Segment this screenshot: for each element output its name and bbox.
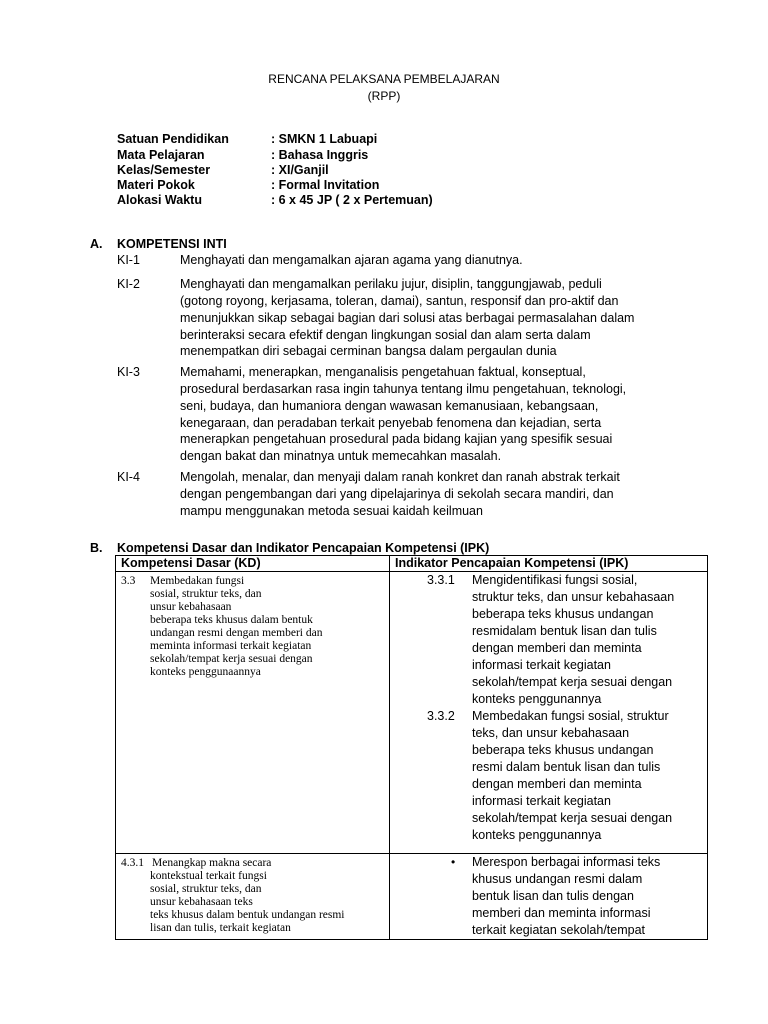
identity-label: Kelas/Semester: [117, 163, 211, 177]
ipk-text: beberapa teks khusus undangan: [472, 743, 654, 757]
ipk-text: memberi dan meminta informasi: [472, 906, 651, 920]
ki-2-text: menempatkan diri sebagai cerminan bangsa dalam pergaulan dunia: [180, 344, 557, 358]
document-subtitle: (RPP): [367, 89, 401, 103]
kd-text: undangan resmi dengan memberi dan: [150, 627, 323, 639]
kd-text: Menangkap makna secara: [152, 857, 272, 869]
kd-text: meminta informasi terkait kegiatan: [150, 640, 312, 652]
ki-3-text: menerapkan pengetahuan prosedural pada bidang kajian yang spesifik sesuai: [180, 432, 613, 446]
identity-value: : Formal Invitation: [271, 178, 380, 192]
ki-3-text: prosedural berdasarkan rasa ingin tahunya tentang ilmu pengetahuan, teknologi,: [180, 382, 627, 396]
kd-text: Membedakan fungsi: [150, 575, 245, 587]
ipk-text: Merespon berbagai informasi teks: [472, 855, 661, 869]
kd-text: unsur kebahasaan teks: [150, 896, 253, 908]
kd-text: lisan dan tulis, terkait kegiatan: [150, 922, 291, 934]
ipk-text: dengan memberi dan meminta: [472, 777, 642, 791]
kd-text: sekolah/tempat kerja sesuai dengan: [150, 653, 313, 665]
ipk-text: dengan memberi dan meminta: [472, 641, 642, 655]
kd-text: sosial, struktur teks, dan: [150, 883, 262, 895]
ipk-text: sekolah/tempat kerja sesuai dengan: [472, 811, 673, 825]
ki-2-text: menunjukkan sikap sebagai bagian dari solusi atas berbagai permasalahan dalam: [180, 311, 635, 325]
ki-2-text: Menghayati dan mengamalkan perilaku jujur, disiplin, tanggungjawab, peduli: [180, 277, 602, 291]
ipk-number: 3.3.1: [427, 573, 455, 587]
ipk-text: teks, dan unsur kebahasaan: [472, 726, 630, 740]
kd-text: kontekstual terkait fungsi: [150, 870, 267, 882]
ki-3-text: Memahami, menerapkan, menganalisis pengetahuan faktual, konseptual,: [180, 365, 586, 379]
ki-1-code: KI-1: [117, 253, 140, 267]
section-b-heading: Kompetensi Dasar dan Indikator Pencapaian Kompetensi (IPK): [117, 541, 490, 555]
identity-label: Mata Pelajaran: [117, 148, 205, 162]
identity-value: : SMKN 1 Labuapi: [271, 132, 378, 146]
table-row-divider: [115, 853, 708, 854]
ipk-text: informasi terkait kegiatan: [472, 794, 611, 808]
ki-4-text: Mengolah, menalar, dan menyaji dalam ranah konkret dan ranah abstrak terkait: [180, 470, 620, 484]
ki-1-text: Menghayati dan mengamalkan ajaran agama yang dianutnya.: [180, 253, 523, 267]
ki-4-code: KI-4: [117, 470, 140, 484]
kd-number: 4.3.1: [121, 857, 144, 869]
section-a-heading: KOMPETENSI INTI: [117, 237, 227, 251]
document-title: RENCANA PELAKSANA PEMBELAJARAN: [268, 72, 500, 86]
identity-label: Materi Pokok: [117, 178, 195, 192]
ipk-text: Mengidentifikasi fungsi sosial,: [472, 573, 638, 587]
ipk-number: 3.3.2: [427, 709, 455, 723]
ki-2-text: (gotong royong, kerjasama, toleran, damai), santun, responsif dan pro-aktif dan: [180, 294, 619, 308]
table-column-divider: [389, 555, 390, 940]
ipk-text: struktur teks, dan unsur kebahasaan: [472, 590, 675, 604]
kd-text: teks khusus dalam bentuk undangan resmi: [150, 909, 345, 921]
ki-4-text: dengan pengembangan dari yang dipelajarinya di sekolah secara mandiri, dan: [180, 487, 614, 501]
table-header-ipk: Indikator Pencapaian Kompetensi (IPK): [395, 556, 629, 570]
kd-text: sosial, struktur teks, dan: [150, 588, 262, 600]
ki-3-text: dengan bakat dan minatnya untuk memecahkan masalah.: [180, 449, 502, 463]
identity-value: : Bahasa Inggris: [271, 148, 369, 162]
kd-number: 3.3: [121, 575, 136, 587]
ki-3-text: kenegaraan, dan peradaban terkait penyebab fenomena dan kejadian, serta: [180, 416, 602, 430]
ipk-text: Membedakan fungsi sosial, struktur: [472, 709, 669, 723]
ipk-text: beberapa teks khusus undangan: [472, 607, 654, 621]
ipk-text: khusus undangan resmi dalam: [472, 872, 643, 886]
ipk-text: resmi dalam bentuk lisan dan tulis: [472, 760, 661, 774]
ipk-text: konteks penggunannya: [472, 828, 602, 842]
kd-text: beberapa teks khusus dalam bentuk: [150, 614, 313, 626]
ipk-text: bentuk lisan dan tulis dengan: [472, 889, 634, 903]
identity-label: Satuan Pendidikan: [117, 132, 229, 146]
ki-2-text: berinteraksi secara efektif dengan lingkungan sosial dan alam serta dalam: [180, 328, 591, 342]
table-header-kd: Kompetensi Dasar (KD): [121, 556, 261, 570]
ipk-text: resmidalam bentuk lisan dan tulis: [472, 624, 657, 638]
ipk-text: sekolah/tempat kerja sesuai dengan: [472, 675, 673, 689]
section-a-letter: A.: [90, 237, 103, 251]
ki-3-text: seni, budaya, dan humaniora dengan wawasan kemanusiaan, kebangsaan,: [180, 399, 599, 413]
identity-label: Alokasi Waktu: [117, 193, 202, 207]
bullet-icon: •: [451, 855, 456, 869]
ki-3-code: KI-3: [117, 365, 140, 379]
ki-4-text: mampu menggunakan metoda sesuai kaidah keilmuan: [180, 504, 483, 518]
ipk-text: konteks penggunannya: [472, 692, 602, 706]
kd-text: unsur kebahasaan: [150, 601, 232, 613]
identity-value: : XI/Ganjil: [271, 163, 329, 177]
table-header-divider: [115, 571, 708, 572]
kd-text: konteks penggunaannya: [150, 666, 261, 678]
section-b-letter: B.: [90, 541, 103, 555]
ipk-text: terkait kegiatan sekolah/tempat: [472, 923, 646, 937]
ipk-text: informasi terkait kegiatan: [472, 658, 611, 672]
ki-2-code: KI-2: [117, 277, 140, 291]
identity-value: : 6 x 45 JP ( 2 x Pertemuan): [271, 193, 433, 207]
